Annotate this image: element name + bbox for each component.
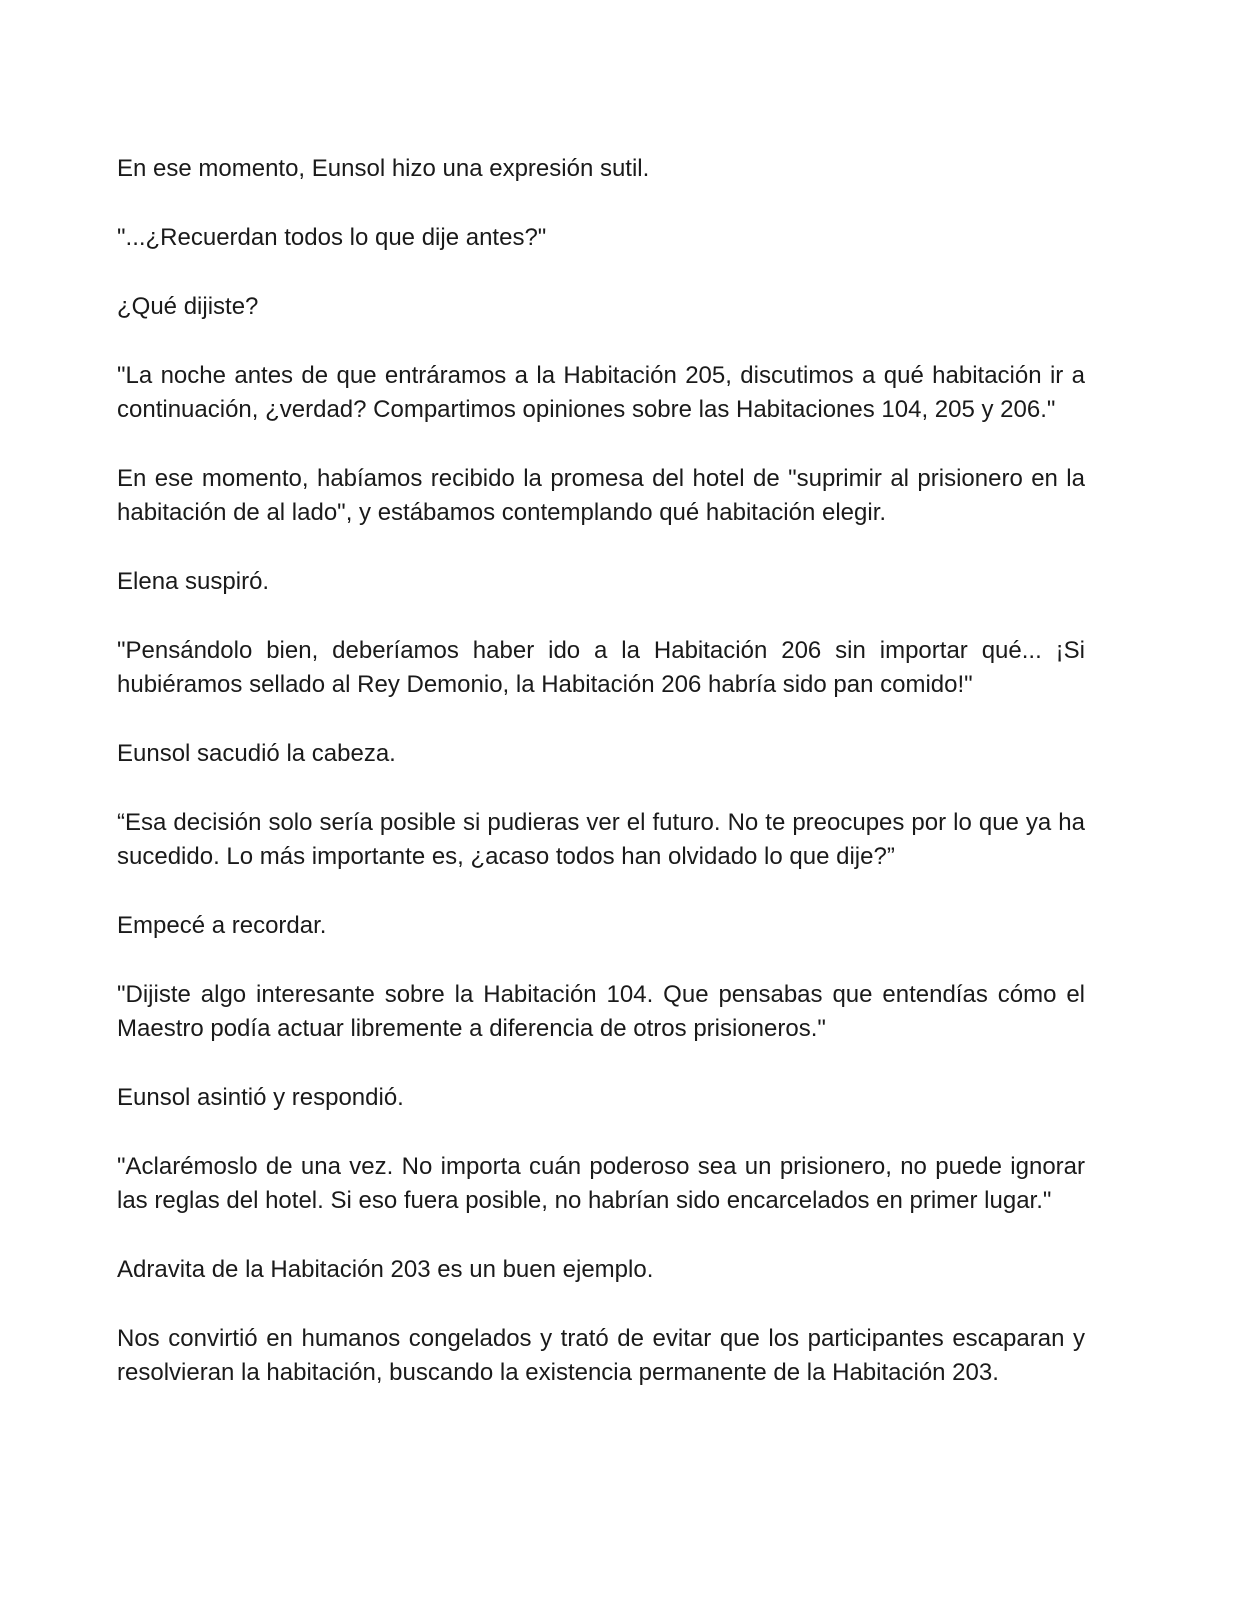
paragraph: "Aclarémoslo de una vez. No importa cuán poderoso sea un prisionero, no puede ignorar las reglas del hotel. Si eso fuera posible, no habrían sido encarcelados en primer lugar." [117, 1153, 1085, 1214]
paragraph: Adravita de la Habitación 203 es un buen ejemplo. [117, 1256, 654, 1283]
paragraph: En ese momento, habíamos recibido la promesa del hotel de "suprimir al prisionero en la habitación de al lado", y estábamos contemplando qué habitación elegir. [117, 465, 1085, 526]
paragraph: “Esa decisión solo sería posible si pudieras ver el futuro. No te preocupes por lo que ya ha sucedido. Lo más importante es, ¿acaso todos han olvidado lo que dije?” [117, 809, 1085, 870]
paragraph: "...¿Recuerdan todos lo que dije antes?" [117, 224, 547, 251]
paragraph: En ese momento, Eunsol hizo una expresión sutil. [117, 155, 650, 182]
paragraph: "Dijiste algo interesante sobre la Habitación 104. Que pensabas que entendías cómo el Maestro podía actuar libremente a diferencia de otros prisioneros." [117, 981, 1085, 1042]
paragraph: Empecé a recordar. [117, 912, 327, 939]
paragraph: Nos convirtió en humanos congelados y trató de evitar que los participantes escaparan y resolvieran la habitación, buscando la existencia permanente de la Habitación 203. [117, 1325, 1085, 1386]
paragraph: Eunsol asintió y respondió. [117, 1084, 404, 1111]
paragraph: Eunsol sacudió la cabeza. [117, 740, 396, 767]
paragraph: ¿Qué dijiste? [117, 293, 259, 320]
paragraph: "Pensándolo bien, deberíamos haber ido a la Habitación 206 sin importar qué... ¡Si hubiéramos sellado al Rey Demonio, la Habitación 206 habría sido pan comido!" [117, 637, 1085, 698]
document-body [117, 152, 1085, 1425]
paragraph: "La noche antes de que entráramos a la Habitación 205, discutimos a qué habitación ir a continuación, ¿verdad? Compartimos opiniones sobre las Habitaciones 104, 205 y 206." [117, 362, 1085, 423]
paragraph: Elena suspiró. [117, 568, 270, 595]
